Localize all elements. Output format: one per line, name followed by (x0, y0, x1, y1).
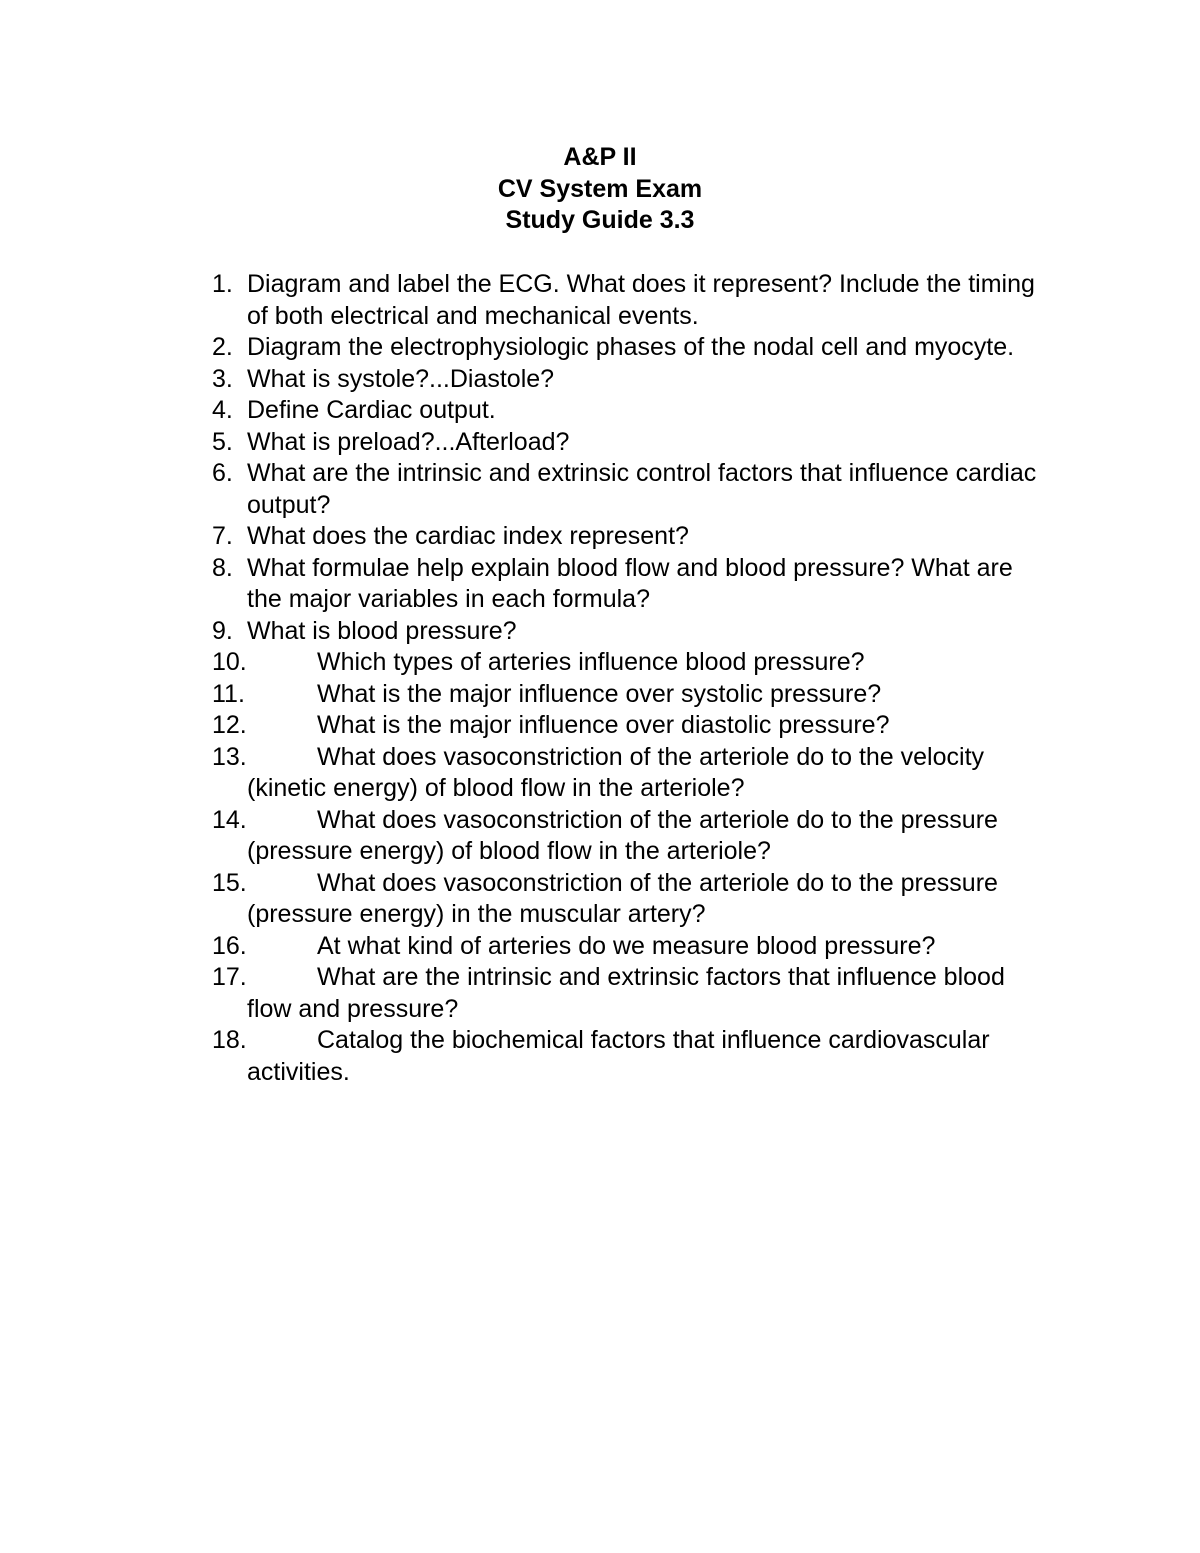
question-item (0, 364, 1037, 396)
question-item (0, 679, 1037, 711)
question-text: Define Cardiac output. (247, 396, 496, 424)
question-text: Diagram and label the ECG. What does it represent? Include the timing of both electrical and mechanical events. (247, 270, 1035, 330)
question-text: What does vasoconstriction of the arteriole do to the pressure (pressure energy) in the muscular artery? (247, 868, 998, 928)
question-number: 14. (212, 805, 247, 834)
question-number: 1. (212, 270, 233, 298)
exam-title: CV System Exam (497, 174, 703, 203)
question-item (0, 805, 1037, 868)
question-item (0, 458, 1037, 521)
question-number: 7. (212, 522, 233, 550)
question-text: What are the intrinsic and extrinsic control factors that influence cardiac output? (247, 459, 1037, 519)
question-item (0, 1025, 1037, 1088)
question-number: 16. (212, 931, 247, 960)
question-number: 10. (212, 648, 247, 676)
question-number: 8. (212, 553, 233, 582)
question-item (0, 742, 1037, 805)
question-text: Which types of arteries influence blood pressure? (317, 648, 865, 676)
question-item (0, 427, 1037, 459)
question-number: 12. (212, 711, 247, 739)
question-number: 9. (212, 616, 233, 645)
question-text: What does vasoconstriction of the arteriole do to the pressure (pressure energy) of blood flow in the arteriole? (247, 805, 998, 865)
guide-title: Study Guide 3.3 (505, 206, 695, 234)
question-text: What is blood pressure? (247, 616, 517, 645)
question-text: What does the cardiac index represent? (247, 522, 689, 550)
question-item (0, 269, 1037, 332)
question-number: 18. (212, 1026, 247, 1054)
question-text: What is the major influence over systolic pressure? (317, 679, 882, 708)
question-item (0, 332, 1037, 364)
question-item (0, 931, 1037, 963)
question-number: 3. (212, 364, 233, 393)
question-number: 15. (212, 868, 247, 897)
question-number: 11. (212, 679, 245, 708)
question-item (0, 962, 1037, 1025)
question-item (0, 868, 1037, 931)
question-text: What is the major influence over diastolic pressure? (317, 711, 890, 739)
question-text: What is preload?...Afterload? (247, 427, 570, 456)
question-text: What are the intrinsic and extrinsic factors that influence blood flow and pressure? (247, 963, 1005, 1023)
question-item (0, 710, 1037, 742)
question-text: What is systole?...Diastole? (247, 364, 555, 393)
question-number: 13. (212, 742, 247, 771)
question-number: 2. (212, 333, 233, 361)
document-header (0, 142, 1200, 237)
question-list (0, 269, 1200, 1088)
question-text: What does vasoconstriction of the arteriole do to the velocity (kinetic energy) of blood flow in the arteriole? (247, 742, 985, 802)
question-text: Catalog the biochemical factors that influence cardiovascular activities. (247, 1026, 990, 1086)
question-item (0, 395, 1037, 427)
question-number: 17. (212, 963, 247, 991)
question-text: What formulae help explain blood flow and blood pressure? What are the major variables in each formula? (247, 553, 1013, 613)
question-text: At what kind of arteries do we measure blood pressure? (317, 931, 936, 960)
course-title: A&P II (563, 143, 637, 171)
question-number: 5. (212, 427, 233, 456)
question-item (0, 647, 1037, 679)
question-number: 4. (212, 396, 233, 424)
question-item (0, 553, 1037, 616)
question-text: Diagram the electrophysiologic phases of the nodal cell and myocyte. (247, 333, 1015, 361)
question-number: 6. (212, 459, 233, 487)
question-item (0, 616, 1037, 648)
question-item (0, 521, 1037, 553)
